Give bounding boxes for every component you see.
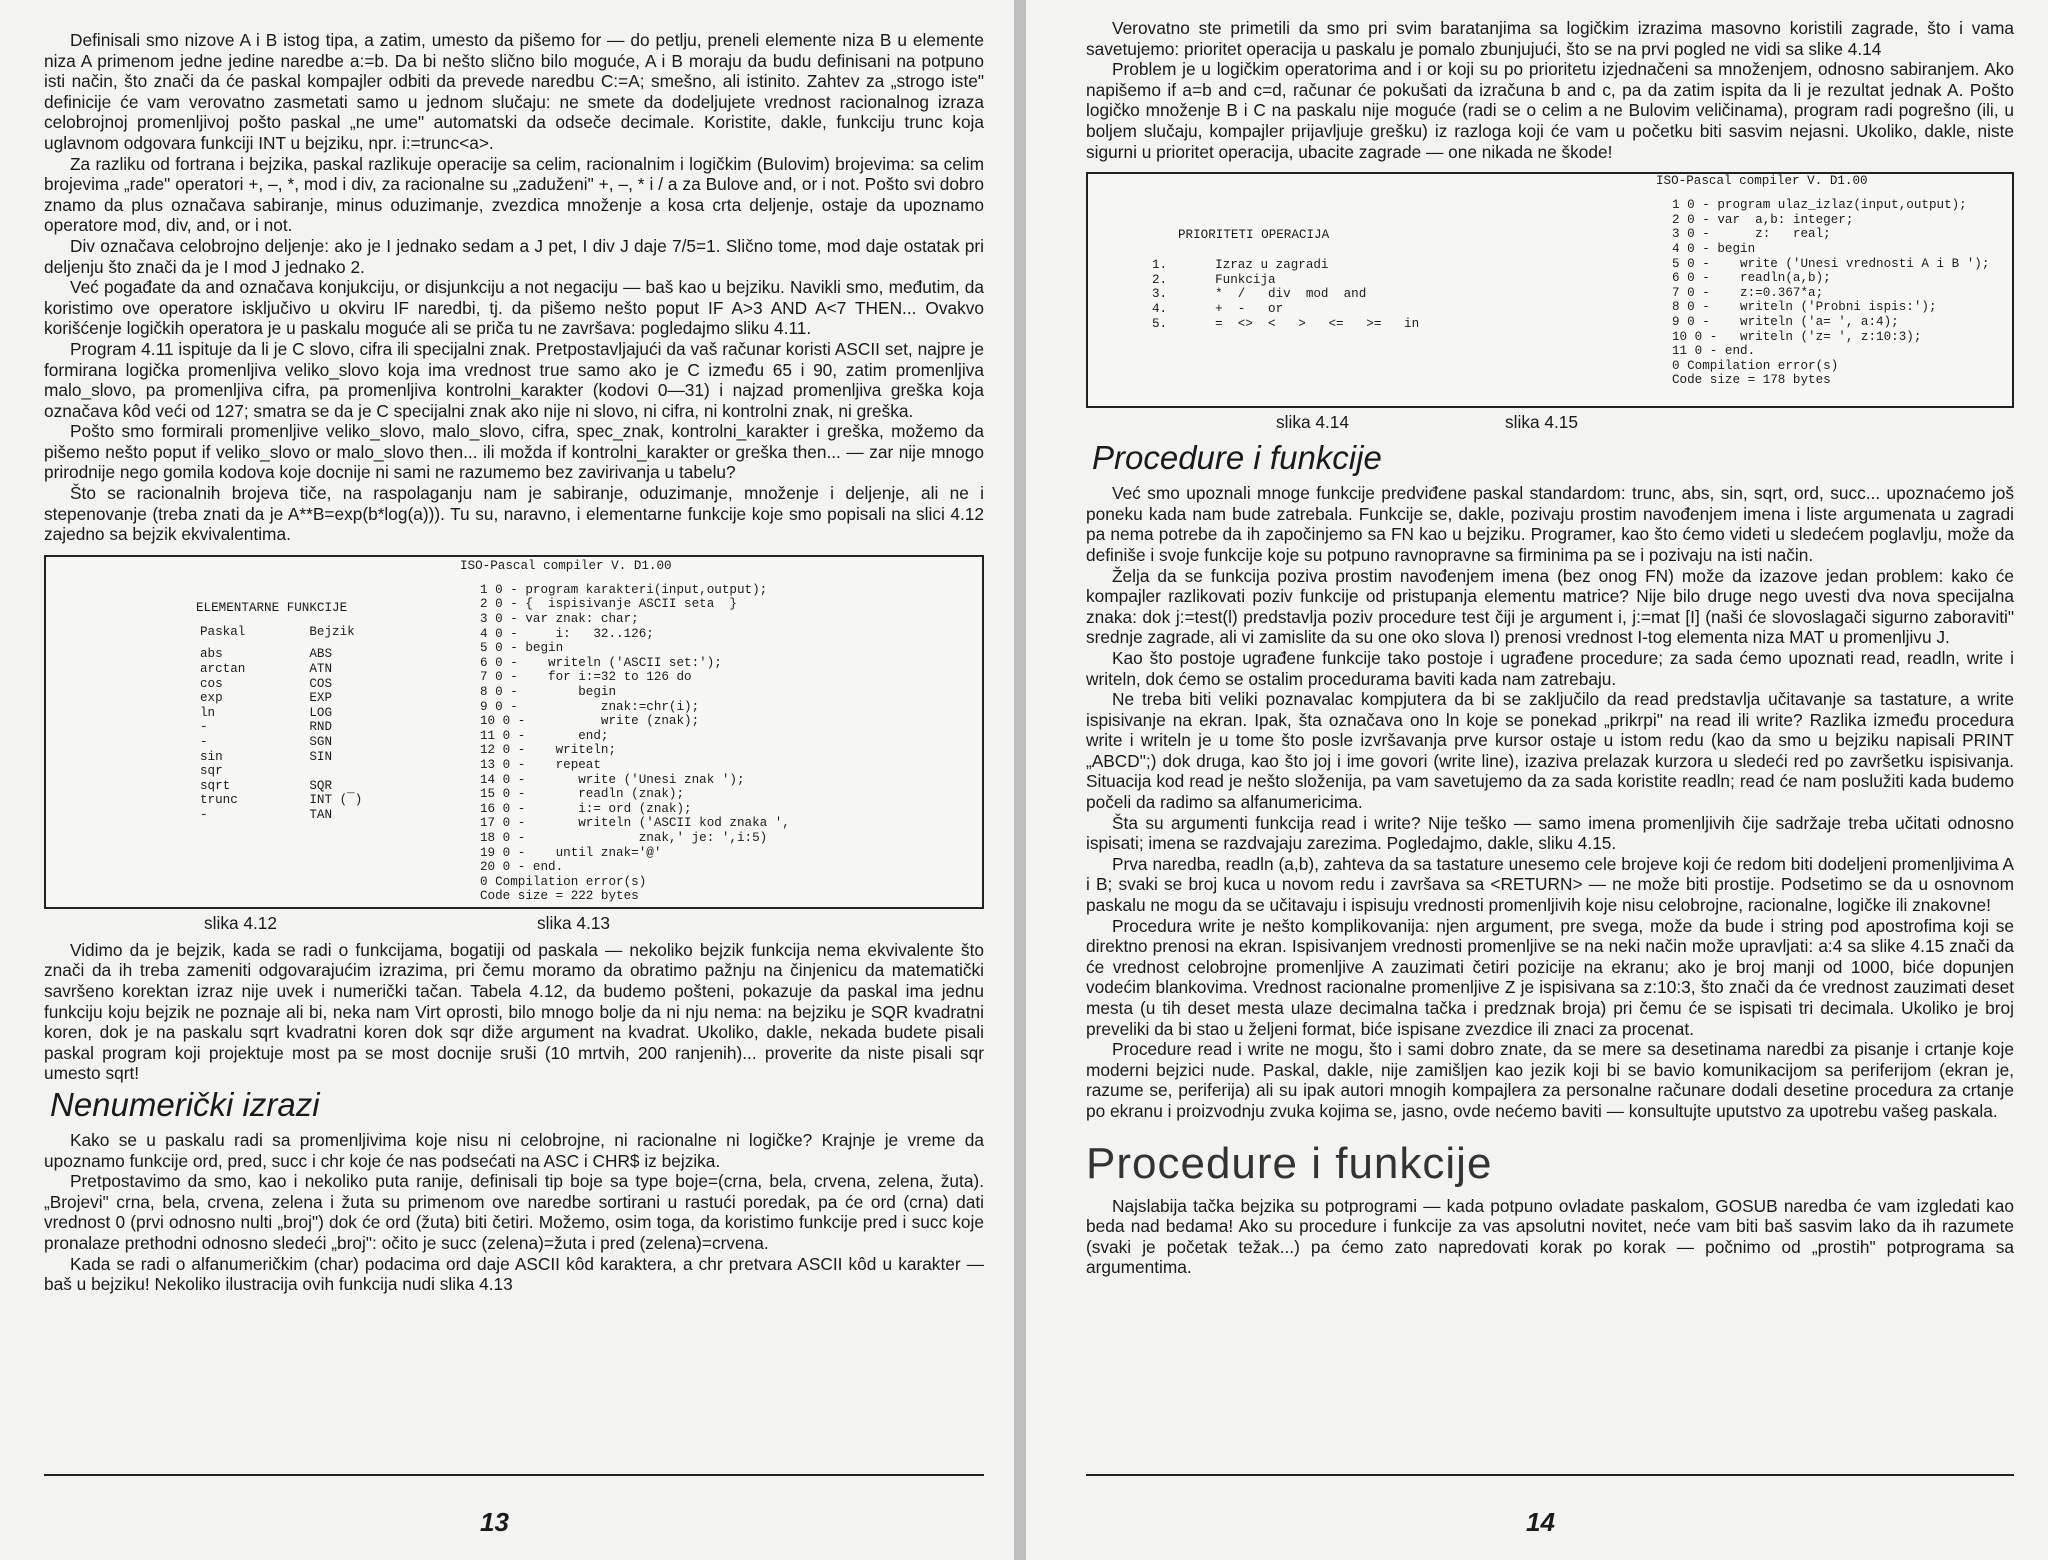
basic-function-cell: EXP [309,691,333,706]
code-line: 11 0 - end; [480,728,609,743]
basic-function-cell: COS [309,676,333,691]
table-row [196,706,366,721]
pascal-function-cell: trunc [200,793,238,808]
priority-operators-cell: Funkcija [1215,272,1276,287]
pascal-function-cell: ln [200,705,216,720]
code-line: 3 0 - var znak: char; [480,612,639,627]
page-number: 13 [480,1507,509,1537]
caption-4-14: slika 4.14 [1276,412,1350,433]
caption-4-15: slika 4.15 [1505,412,1579,433]
code-line: 12 0 - writeln; [480,743,617,758]
section-heading: Procedure i funkcije [1092,439,1382,477]
table-row [1148,258,1423,273]
table-row [1148,273,1423,288]
paragraph: Kao što postoje ugrađene funkcije tako postoje i ugrađene procedure; za sada ćemo upoznati read, readln, write i writeln, dok ćemo se ostalim procedurama baviti kada nam zatrebaju. [1086,647,2014,689]
code-line: 14 0 - write ('Unesi znak '); [480,772,745,787]
priority-operators-cell: = <> < > <= >= in [1215,316,1420,331]
code-line: 20 0 - end. [480,860,564,875]
paragraph: Ne treba biti veliki poznavalac kompjutera da bi se zaključilo da read predstavlja učitavanje sa tastature, a write ispisivanje na ekran. Ipak, šta označava ono ln koje se ponekad „prikrpi" na read ili write? Razlika između procedura write i writeln je u tome što posle izvršavanja prve kursor ostaje u istom redu (kao da smo u bejziku napisali PRINT „ABCD";) dok druga, kao što joj i ime govori (write line), izaziva prelazak kurzora u sledeći red po završetku ispisivanja. Situacija kod read je nešto složenija, pa vam savetujemo da za sada koristite readln; read će nam poslužiti kada budemo počeli da radimo sa alfanumericima. [1086,689,2014,813]
code-line: 15 0 - readln (znak); [480,787,685,802]
table-row [196,764,366,779]
code-line: 2 0 - var a,b: integer; [1672,212,1854,227]
table-row [1148,287,1423,302]
figure-captions [44,913,984,934]
paragraph: Procedure read i write ne mogu, što i sami dobro znate, da se mere sa desetinama naredbi za pisanje i crtanje koje moderni bejzici nude. Paskal, dakle, nije zamišljen kao jezik koji bi se bavio komunikacijom sa periferijom (ekran je, razume se, periferija) ali su ipak autori mnogih kompajlera za personalne računare dodali desetine procedura za crtanje po ekranu i proizvodnju zvuka kojima se, jasno, ovde nećemo baviti — konsultujte uputstvo za upotrebu vašeg paskala. [1086,1039,2014,1121]
paragraph: Verovatno ste primetili da smo pri svim baratanjima sa logičkim izrazima masovno koristili zagrade, što i vama savetujemo: prioritet operacija u paskalu je pomalo zbunjujući, što se na prvi pogled ne vidi sa slike 4.14 [1086,18,2014,59]
paragraph: Program 4.11 ispituje da li je C slovo, cifra ili specijalni znak. Pretpostavljajući da vaš računar koristi ASCII set, najpre je formirana logička promenljiva veliko_slovo koja ima vrednost true samo ako je C između 65 i 90, zatim promenljiva malo_slovo, pa promenljiva cifra, pa promenljiva kontrolni_karakter (kodovi 0—31) i najzad promenljiva greška koja označava kôd veći od 127; smatra se da je C specijalni znak ako nije ni slovo, ni cifra, ni kontrolni znak, ni greška. [44,338,984,421]
code-line: 3 0 - z: real; [1672,227,1831,242]
code-line: 11 0 - end. [1672,344,1756,359]
code-line: 5 0 - begin [480,641,564,656]
code-line: 9 0 - writeln ('a= ', a:4); [1672,314,1899,329]
functions-table [196,625,366,823]
priority-operators-cell: Izraz u zagradi [1215,258,1329,273]
code-line: 8 0 - begin [480,685,617,699]
basic-function-cell: ATN [309,662,333,677]
pascal-function-cell: sqrt [200,778,231,793]
code-line: 6 0 - writeln ('ASCII set:'); [480,655,722,670]
code-line: 2 0 - { ispisivanje ASCII seta } [480,597,737,612]
column-header-basic: Bejzik [309,624,355,639]
pascal-function-cell: cos [200,676,223,691]
code-line: 4 0 - i: 32..126; [480,626,654,641]
priority-operators-cell: + - or [1215,301,1284,316]
priority-table [1148,258,1423,331]
paragraph: Već smo upoznali mnoge funkcije predviđene paskal standardom: trunc, abs, sin, sqrt, ord, succ... upoznaćemo još poneku kada nam bude zatrebala. Funkcije se, dakle, pozivaju prostim navođenjem imena i liste argumenata u zagradi pa nema potrebe da ih započinjemo sa FN kao u bejziku. Programer, kao što ćemo videti u sledećem poglavlju, može da definiše i svoje funkcije koje su potpuno ravnopravne sa firminima pa se i pozivaju na isti način. [1086,483,2014,565]
figure-captions [1086,412,2014,433]
priority-operators-cell: * / div mod and [1215,287,1367,302]
basic-function-cell: RND [309,720,333,735]
page-13 [0,0,1014,1560]
compiler-title: ISO-Pascal compiler V. D1.00 [460,558,672,573]
paragraph: Div označava celobrojno deljenje: ako je I jednako sedam a J pet, I div J daje 7/5=1. Slično tome, mod daje ostatak pri deljenju što znači da je I mod J jednako 2. [44,235,984,277]
paragraph: Za razliku od fortrana i bejzika, paskal razlikuje operacije sa celim, racionalnim i logičkim (Bulovim) brojevima: sa celim brojevima „rade" operatori +, –, *, mod i div, za racionalne su „zaduženi" +, –, * i / a za Bulove and, or i not. Pošto svi dobro znamo da plus označava sabiranje, minus oduzimanje, zvezdica množenje a kosa crta deljenje, ostaje da upoznamo operatore mod, div, and, or i not. [44,153,984,236]
code-line: 8 0 - writeln ('Probni ispis:'); [1672,300,1937,315]
pascal-function-cell: abs [200,647,223,662]
code-line: 0 Compilation error(s) [480,874,647,889]
paragraph: Najslabija tačka bejzika su potprogrami — kada potpuno ovladate paskalom, GOSUB naredba će vam izgledati kao beda nad bedama! Ako su procedure i funkcije za vas apsolutni novitet, neće vam biti baš sasvim lako da ih razumete (svaki je početak težak...) pa ćemo zato napredovati korak po korak — počnimo od „prostih" potprograma sa argumentima. [1086,1195,2014,1278]
code-line: 7 0 - z:=0.367*a; [1672,285,1824,300]
priority-number-cell: 1. [1152,258,1168,273]
basic-function-cell [305,764,366,779]
paragraph: Već pogađate da and označava konjukciju, or disjunkciju a not negaciju — baš kao u bejziku. Navikli smo, međutim, da koristimo ove operatore isključivo u okviru IF naredbi, tj. da pišemo nešto poput IF A>3 AND A<7 THEN... Ovakvo korišćenje logičkih operatora je u paskalu moguće ali se priča tu ne završava: pogledajmo sliku 4.11. [44,277,984,339]
section-heading: Nenumerički izrazi [50,1086,320,1123]
table-row [196,808,366,823]
table-row [196,662,366,677]
table-row [196,647,366,662]
compiler-title: ISO-Pascal compiler V. D1.00 [1656,174,1868,189]
table-title: ELEMENTARNE FUNKCIJE [196,600,348,615]
page-number: 14 [1526,1507,1555,1537]
paragraph: Kako se u paskalu radi sa promenljivima koje nisu ni celobrojne, ni racionalne ni logičke? Krajnje je vreme da upoznamo funkcije ord, pred, succ i chr koje će nas podsećati na ASC i CHR$ iz bejzika. [44,1130,984,1171]
priority-number-cell: 2. [1152,272,1168,287]
code-line: 7 0 - for i:=32 to 126 do [480,670,692,685]
paragraph: Problem je u logičkim operatorima and i or koji su po prioritetu izjednačeni sa množenjem, odnosno sabiranjem. Ako napišemo if a=b and c=d, računar će pokušati da izračuna b and c, pa da zatim ispita da li je rezultat jednak A. Pošto logičko množenje B i C na paskalu nije moguće (radi se o celim a ne Bulovim veličinama), program radi pogrešno (ili, u boljem slučaju, kompajler prijavljuje grešku) iz razloga koji će vam u početku biti sasvim nejasni. Ukoliko, dakle, niste sigurni u prioritet operacija, ubacite zagrade — one nikada ne škode! [1086,59,2014,162]
caption-4-12: slika 4.12 [204,912,278,933]
caption-4-13: slika 4.13 [537,912,611,933]
code-line: 1 0 - program karakteri(input,output); [480,582,768,597]
pascal-function-cell: sin [200,749,223,764]
paragraph: Procedura write je nešto komplikovanija: njen argument, pre svega, može da bude i string pod apostrofima koji se direktno prenosi na ekran. Ispisivanjem vrednosti promenljive se na neki način može upravljati: a:4 sa slike 4.15 znači da će vrednost celobrojne promenljive A zauzimati četiri pozicije na ekranu; ako je broj manji od 1000, biće dopunjen vodećim blankovima. Vrednost racionalne promenljive Z je ispisivana sa z:10:3, što znači da će vrednost zauzimati deset mesta (u tih deset mesta ulaze decimalna tačka i predznak broja) pri čemu će se ispisati tri decimala. Ukoliko je broj preveliki da bi stao u željeni format, biće ispisane zvezdice ili znaci za procenat. [1086,915,2014,1039]
table-row [196,677,366,692]
priority-number-cell: 3. [1152,287,1168,302]
pascal-function-cell: arctan [200,662,246,677]
code-line: 19 0 - until znak='@' [480,845,662,860]
code-listing [1672,198,1989,388]
code-line: 9 0 - znak:=chr(i); [480,699,700,714]
basic-function-cell: ABS [309,647,333,662]
paragraph: Vidimo da je bejzik, kada se radi o funkcijama, bogatiji od paskala — nekoliko bejzik funkcija nema ekvivalente što znači da ih treba zameniti odgovarajućim izrazima, pri čemu moramo da obratimo pažnju na činjenicu da matematički savršeno korektan izraz nije uvek i numerički tačan. Tabela 4.12, da budemo pošteni, pokazuje da paskal ima jednu funkciju koju bejzik ne poznaje ali bi, neka nam Virt oprosti, bilo mnogo bolje da ni nju nema: na bejziku je SQR kvadratni koren, dok je na paskalu sqrt kvadratni koren dok sqr diže argument na kvadrat. Ukoliko, dakle, nekada budete pisali paskal program koji projektuje most pa se most docnije sruši (10 mrtvih, 200 ranjenih)... proverite da niste pisali sqr umesto sqrt! [44,939,984,1084]
code-line: 5 0 - write ('Unesi vrednosti A i B '); [1672,256,1990,271]
table-row [196,735,366,750]
basic-function-cell: SQR [309,778,333,793]
priority-number-cell: 4. [1152,301,1168,316]
footer-rule [1086,1474,2014,1476]
column-header-pascal: Paskal [200,624,246,639]
basic-function-cell: SIN [309,749,333,764]
pascal-function-cell: sqr [200,764,223,779]
code-line: 0 Compilation error(s) [1672,358,1839,373]
basic-function-cell: SGN [309,735,333,749]
code-line: 6 0 - readln(a,b); [1672,271,1831,286]
basic-function-cell: INT (¯) [309,793,363,808]
code-line: 1 0 - program ulaz_izlaz(input,output); [1672,198,1967,213]
paragraph: Želja da se funkcija poziva prostim navođenjem imena (bez onog FN) može da izazove jedan problem: kako će kompajler razlikovati poziv funkcije od pristupanja elementu matrice? Nije bilo druge nego uvesti dva nova specijalna znaka: dok j:=test(l) predstavlja poziv procedure test čiji je argument i, j:=mat [I] (naši će slovoslagači sigurno zaboraviti" srednje zagrade, ali vi zamislite da su one oko slova I) prenosi vrednost I-tog elementa niza MAT u promenljivu J. [1086,565,2014,648]
figure-4-14-4-15 [1086,172,2014,408]
table-row [1148,317,1423,332]
table-row [196,691,366,706]
paragraph: Šta su argumenti funkcija read i write? Nije teško — samo imena promenljivih čije sadržaje treba učitati odnosno ispisati; imena se razdvajaju zarezima. Pogledajmo, dakle, sliku 4.15. [1086,812,2014,854]
code-line: 13 0 - repeat [480,757,601,772]
code-line: 4 0 - begin [1672,241,1756,256]
table-row [196,750,366,765]
pascal-function-cell: exp [200,691,223,706]
table-row [1148,302,1423,317]
code-listing [480,583,790,904]
table-row [196,779,366,794]
paragraph: Pošto smo formirali promenljive veliko_slovo, malo_slovo, cifra, spec_znak, kontrolni_karakter i greška, možemo da pišemo nešto poput if veliko_slovo or malo_slovo then... ili možda if kontrolni_karakter or greška then... — zar nije mnogo prirodnije nego gomila kodova koje docnije ni sami ne razumemo bez zavirivanja u tabelu? [44,421,984,483]
code-line: 10 0 - write (znak); [480,714,700,729]
basic-function-cell: TAN [309,807,333,822]
paragraph: Definisali smo nizove A i B istog tipa, a zatim, umesto da pišemo for — do petlju, preneli elemente niza B u elemente niza A primenom jedne jedine naredbe a:=b. Da bi nešto slično bilo moguće, A i B moraju da budu definisani na potpuno isti način, što znači da će paskal kompajler odbiti da prevede naredbu C:=A; smešno, ali istinito. Zahtev za „strogo iste" definicije će vam verovatno zasmetati samo u jednom slučaju: ne smete da dodeljujete vrednost racionalnog izraza celobrojnoj promenljivoj pošto paskal „ne ume" automatski da odseče decimale. Koristite, dakle, funkciju trunc koja uglavnom odgovara funkciji INT u bejziku, npr. i:=trunc<a>. [44,30,984,153]
page-14 [1026,0,2048,1560]
priority-number-cell: 5. [1152,316,1168,331]
paragraph: Pretpostavimo da smo, kao i nekoliko puta ranije, definisali tip boje sa type boje=(crna, bela, crvena, zelena, žuta). „Brojevi" crna, bela, crvena, zelena i žuta su primenom ove naredbe sortirani u rastući poredak, pa će ord (crna) dati vrednost 0 (prvi odnosno nulti „broj") dok će ord (žuta) biti četiri. Možemo, osim toga, da koristimo funkcije pred i succ koje pronalaze prethodni odnosno sledeći „broj": očito je succ (zelena)=žuta i pred (zelena)=crvena. [44,1171,984,1253]
basic-function-cell: LOG [309,705,333,720]
code-line: Code size = 222 bytes [480,889,639,904]
code-line: 18 0 - znak,' je: ',i:5) [480,830,768,845]
code-line: 10 0 - writeln ('z= ', z:10:3); [1672,329,1922,344]
pascal-function-cell: - [200,807,208,822]
code-line: 17 0 - writeln ('ASCII kod znaka ', [480,816,790,831]
chapter-heading: Procedure i funkcije [1086,1138,1493,1188]
gutter [1014,0,1026,1560]
table-title: PRIORITETI OPERACIJA [1178,228,1330,243]
table-row [196,793,366,808]
code-line: 16 0 - i:= ord (znak); [480,801,692,816]
pascal-function-cell: - [200,735,208,749]
figure-4-12-4-13 [44,555,984,909]
paragraph: Prva naredba, readln (a,b), zahteva da sa tastature unesemo cele brojeve koji će redom biti dodeljeni promenljivima A i B; svaki se broj kuca u novom redu i završava sa <RETURN> — ne može biti prostije. Podsetimo se da u osnovnom paskalu ne mogu da se učitavaju i ispisuju vrednosti promenljivih koje nisu celobrojne, racionalne, logičke ili znakovne! [1086,853,2014,916]
code-line: Code size = 178 bytes [1672,373,1831,388]
table-row [196,720,366,735]
paragraph: Što se racionalnih brojeva tiče, na raspolaganju nam je sabiranje, oduzimanje, množenje i deljenje, ali ne i stepenovanje (treba znati da je A**B=exp(b*log(a))). Tu su, naravno, i elementarne funkcije koje smo popisali na slici 4.12 zajedno sa bejzik ekvivalentima. [44,483,984,545]
footer-rule [44,1474,984,1476]
pascal-function-cell: - [200,720,208,735]
paragraph: Kada se radi o alfanumeričkim (char) podacima ord daje ASCII kôd karaktera, a chr pretvara ASCII kôd u karakter — baš u bejziku! Nekoliko ilustracija ovih funkcija nudi slika 4.13 [44,1253,984,1295]
